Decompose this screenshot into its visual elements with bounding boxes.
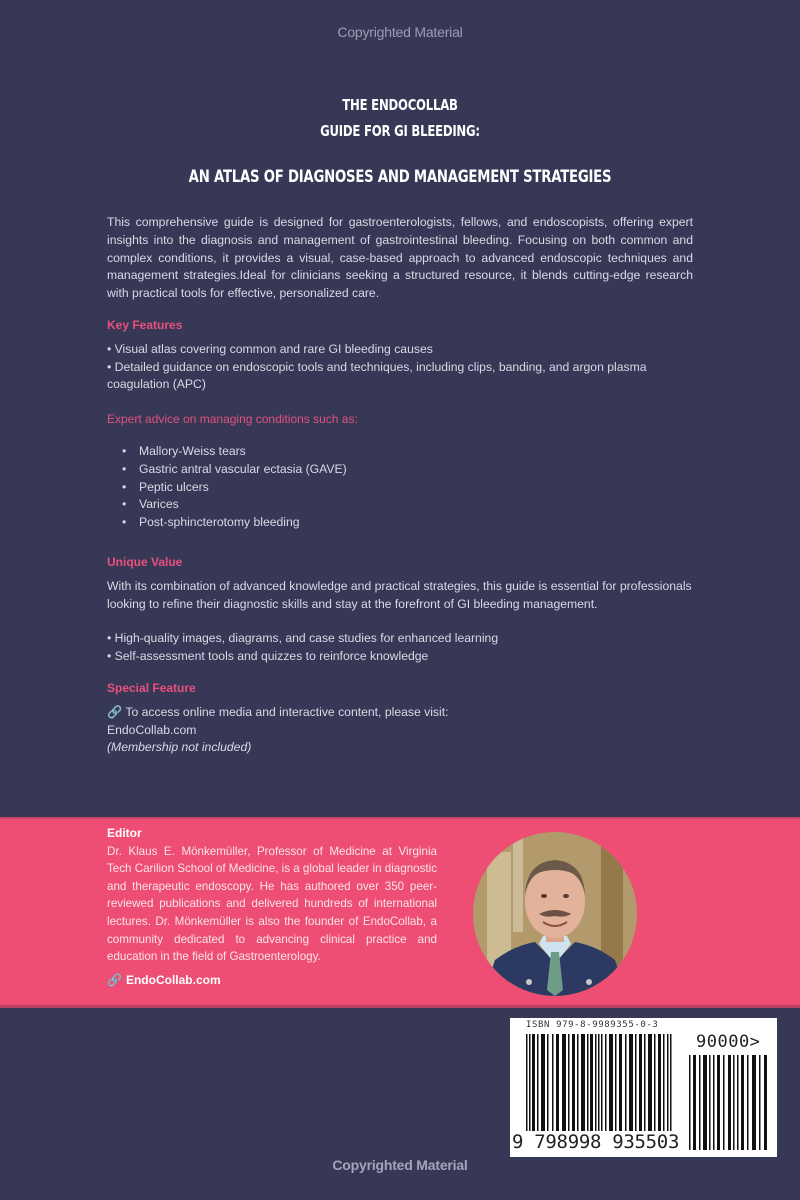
bullet-icon: • bbox=[122, 443, 127, 458]
conditions-list bbox=[122, 443, 693, 532]
condition-item: • Varices bbox=[122, 496, 693, 514]
copyright-watermark-top: Copyrighted Material bbox=[337, 24, 463, 40]
back-cover-content bbox=[107, 214, 693, 757]
editor-photo bbox=[473, 832, 637, 996]
price-code: 90000> bbox=[696, 1032, 761, 1052]
link-icon: 🔗 bbox=[107, 704, 123, 719]
editor-link-text: EndoCollab.com bbox=[125, 972, 221, 987]
ean-number: 9 798998 935503 bbox=[512, 1131, 680, 1153]
editor-section bbox=[0, 817, 800, 1008]
title-line-2: GUIDE FOR GI BLEEDING: bbox=[320, 122, 480, 140]
intro-paragraph: This comprehensive guide is designed for gastroenterologists, fellows, and endoscopists, offering expert insights into the diagnosis and management of gastrointestinal bleeding. Focusing on both common and complex conditions, it provides a visual, case-based approach to advanced endoscopic techniques and management strategies.Ideal for clinicians seeking a structured resource, it blends cutting-edge research with practical tools for effective, personalized care. bbox=[107, 215, 693, 301]
expert-advice-heading: Expert advice on managing conditions such as: bbox=[107, 412, 358, 427]
key-features-list bbox=[107, 341, 693, 394]
special-feature-url[interactable]: EndoCollab.com bbox=[107, 722, 197, 737]
copyright-watermark-bottom: Copyrighted Material bbox=[332, 1157, 468, 1173]
condition-item: • Mallory-Weiss tears bbox=[122, 443, 693, 461]
bullet-icon: • bbox=[122, 497, 127, 512]
special-feature-line bbox=[107, 704, 693, 722]
unique-value-item: • High-quality images, diagrams, and case studies for enhanced learning bbox=[107, 631, 499, 646]
key-feature-item: • Visual atlas covering common and rare GI bleeding causes bbox=[107, 341, 433, 356]
portrait-illustration bbox=[473, 832, 637, 996]
special-feature-text: To access online media and interactive content, please visit: bbox=[125, 704, 449, 719]
key-feature-item: • Detailed guidance on endoscopic tools and techniques, including clips, banding, and argon plasma coagulation (APC) bbox=[107, 359, 647, 392]
condition-item: • Post-sphincterotomy bleeding bbox=[122, 514, 693, 532]
unique-value-heading: Unique Value bbox=[107, 554, 183, 569]
title-line-1: THE ENDOCOLLAB bbox=[342, 96, 458, 114]
isbn-label: ISBN 979-8-9989355-0-3 bbox=[526, 1020, 659, 1030]
addon-barcode-bars bbox=[689, 1055, 771, 1150]
key-features-heading: Key Features bbox=[107, 317, 183, 332]
editor-info bbox=[107, 825, 437, 989]
unique-value-item: • Self-assessment tools and quizzes to reinforce knowledge bbox=[107, 649, 429, 664]
bullet-icon: • bbox=[122, 479, 127, 494]
isbn-barcode bbox=[510, 1018, 777, 1157]
bullet-icon: • bbox=[122, 461, 127, 476]
condition-item: • Peptic ulcers bbox=[122, 479, 693, 497]
editor-website-link[interactable] bbox=[107, 972, 437, 990]
bullet-icon: • bbox=[122, 515, 127, 530]
unique-value-text: With its combination of advanced knowledge and practical strategies, this guide is essential for professionals looking to refine their diagnostic skills and stay at the forefront of GI bleeding management. bbox=[107, 578, 692, 611]
editor-heading: Editor bbox=[107, 826, 142, 840]
special-feature-heading: Special Feature bbox=[107, 680, 196, 695]
book-subtitle: AN ATLAS OF DIAGNOSES AND MANAGEMENT STRATEGIES bbox=[188, 167, 612, 187]
link-icon: 🔗 bbox=[107, 972, 122, 987]
membership-note: (Membership not included) bbox=[107, 740, 252, 755]
editor-bio: Dr. Klaus E. Mönkemüller, Professor of Medicine at Virginia Tech Carilion School of Medicine, is a global leader in diagnostic and therapeutic endoscopy. He has authored over 350 peer-reviewed publications and delivered hundreds of international lectures. Dr. Mönkemüller is also the founder of EndoCollab, a community dedicated to advancing clinical practice and education in the field of Gastroenterology. bbox=[107, 844, 437, 964]
condition-item: • Gastric antral vascular ectasia (GAVE) bbox=[122, 461, 693, 479]
book-title bbox=[0, 92, 800, 190]
